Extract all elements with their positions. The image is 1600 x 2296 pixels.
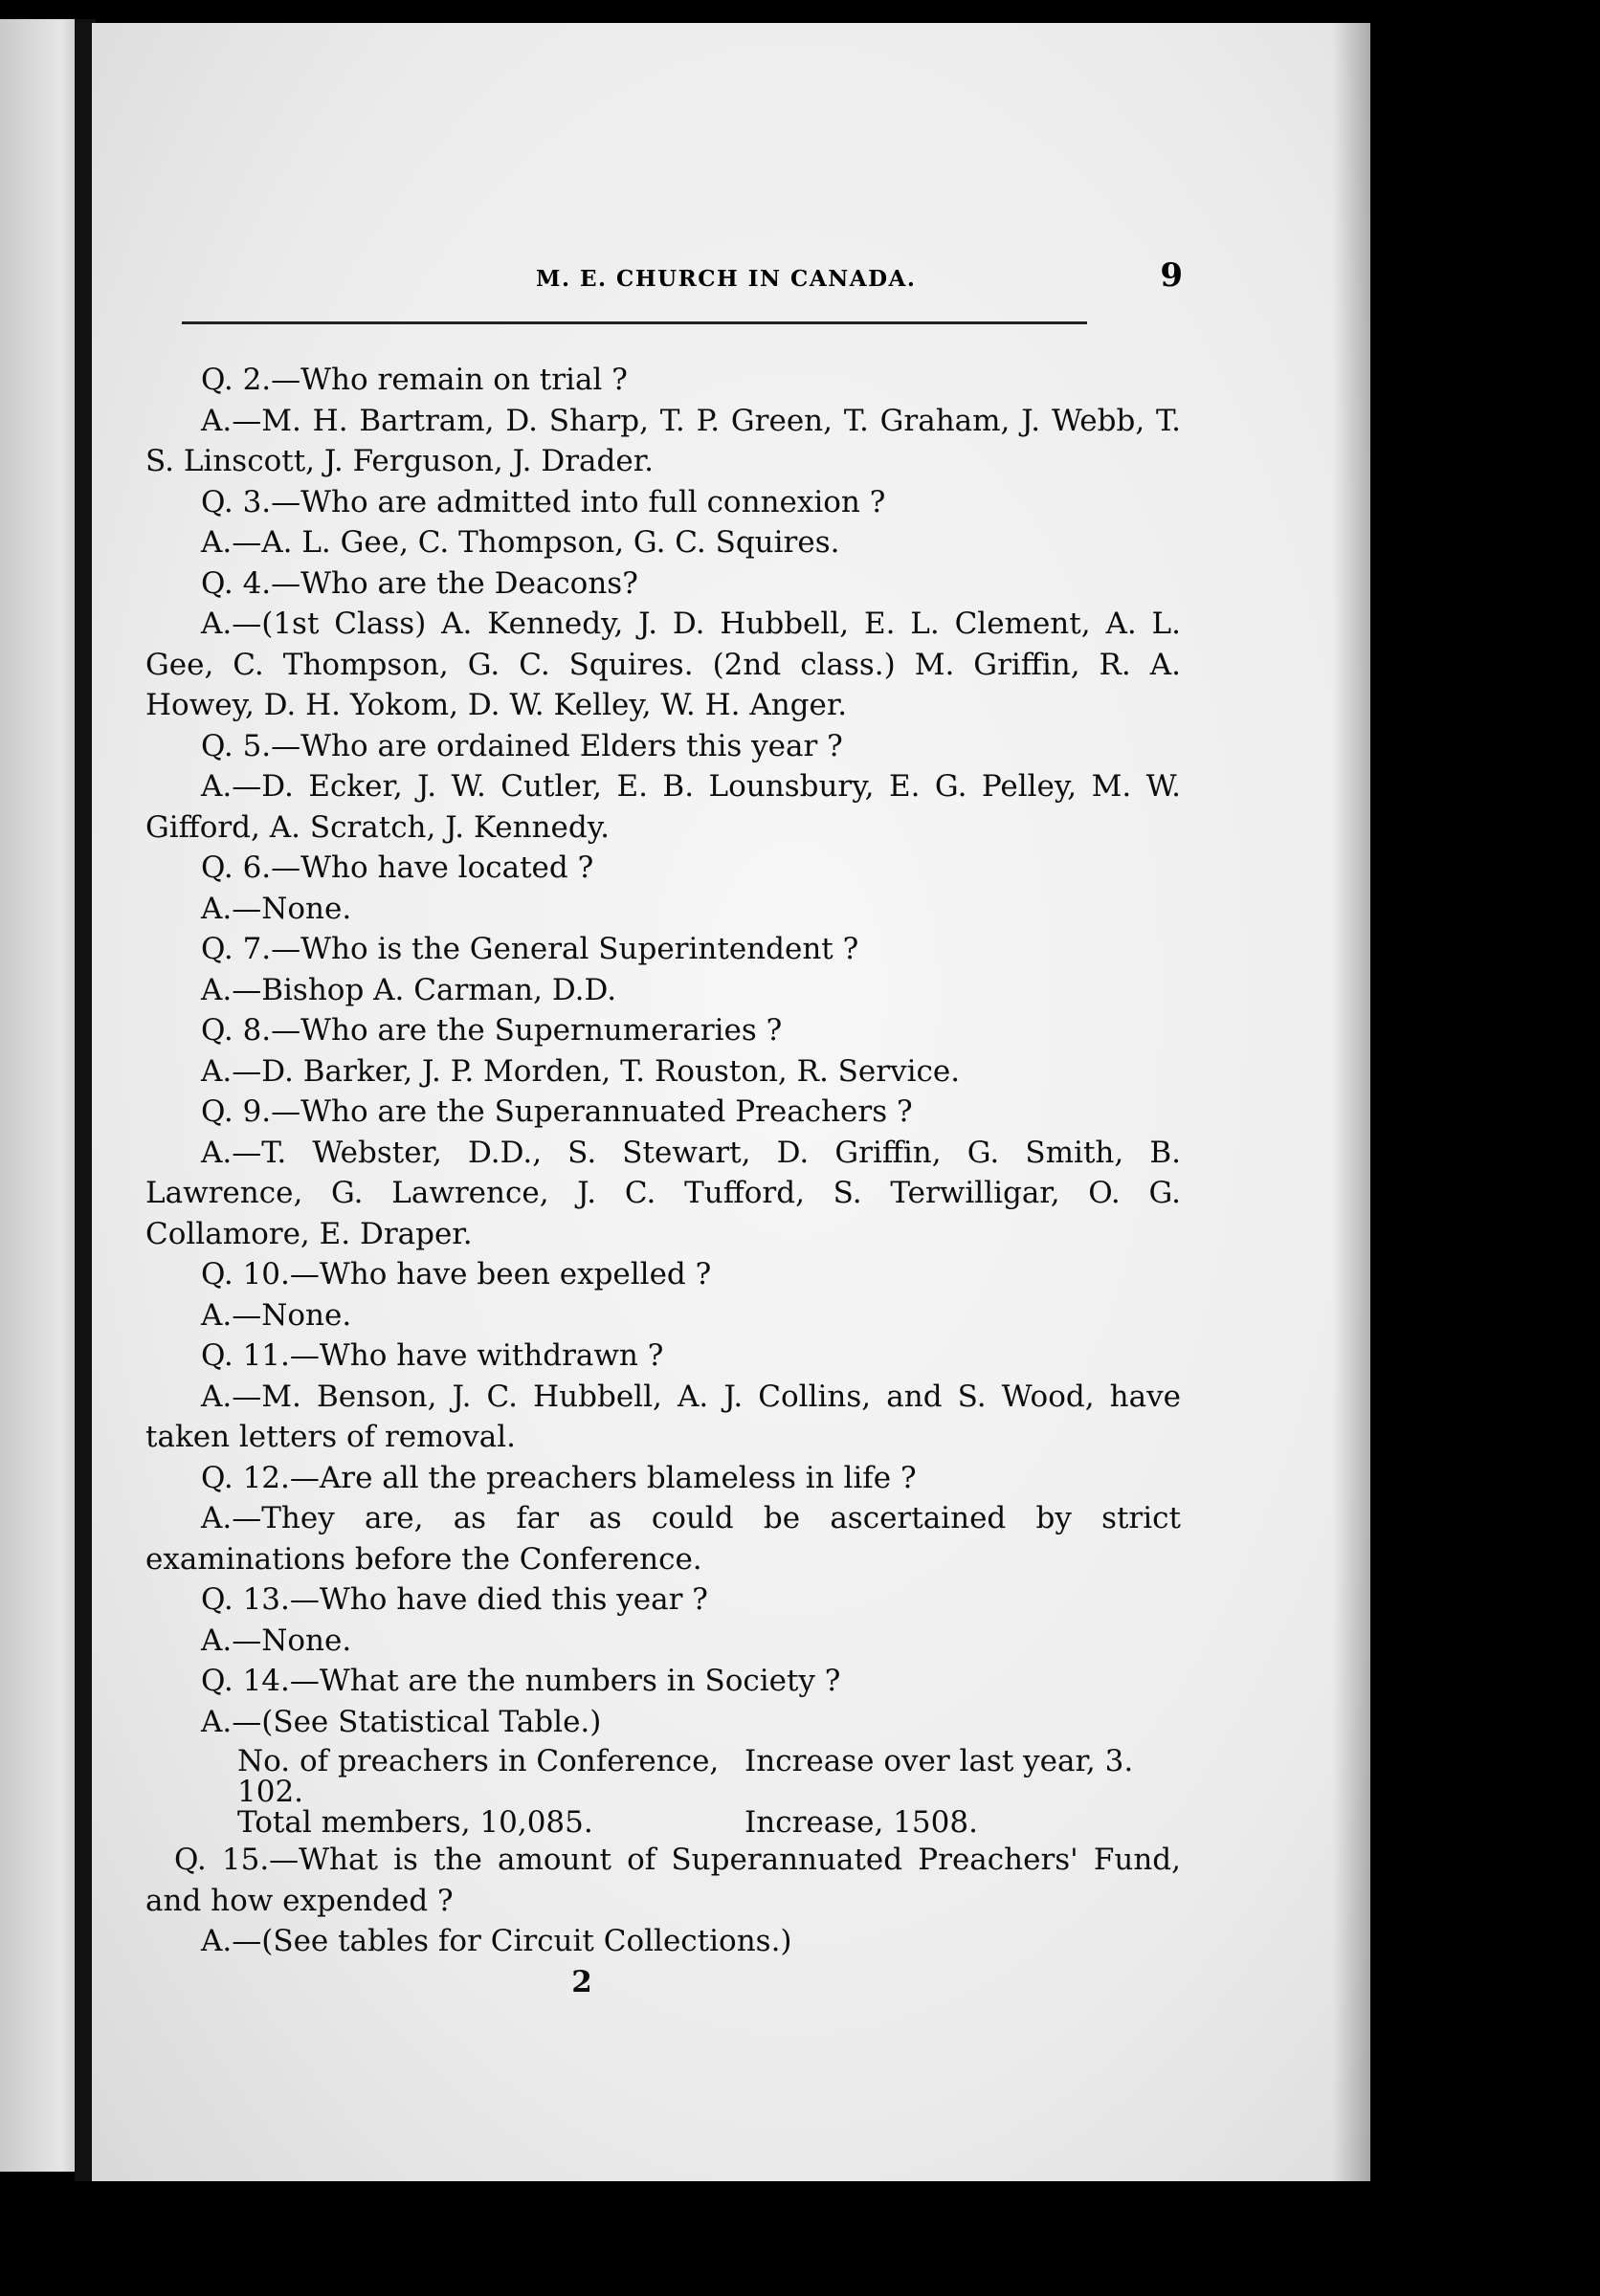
answer-9: A.—T. Webster, D.D., S. Stewart, D. Griffin, G. Smith, B. Lawrence, G. Lawrence, J. C. Tufford, S. Terwilligar, O. G. Collamore, E. Draper.: [145, 1135, 1181, 1251]
question-15: Q. 15.—What is the amount of Superannuated Preachers' Fund, and how expended ?: [145, 1843, 1181, 1918]
question-6: Q. 6.—Who have located ?: [201, 850, 594, 885]
question-10: Q. 10.—Who have been expelled ?: [201, 1257, 712, 1292]
header-rule: [182, 321, 1087, 324]
page-edge-shadow: [1332, 23, 1370, 2181]
answer-14: A.—(See Statistical Table.): [201, 1704, 602, 1739]
answer-11: A.—M. Benson, J. C. Hubbell, A. J. Collins, and S. Wood, have taken letters of removal.: [145, 1379, 1181, 1454]
question-3: Q. 3.—Who are admitted into full connexion ?: [201, 484, 886, 519]
society-statistics: [145, 1746, 1181, 1838]
answer-2: A.—M. H. Bartram, D. Sharp, T. P. Green, T. Graham, J. Webb, T. S. Linscott, J. Ferguson, J. Drader.: [145, 403, 1181, 478]
question-2: Q. 2.—Who remain on trial ?: [201, 363, 628, 397]
stat-members-increase: Increase, 1508.: [744, 1805, 978, 1840]
question-14: Q. 14.—What are the numbers in Society ?: [201, 1664, 841, 1698]
question-4: Q. 4.—Who are the Deacons?: [201, 565, 638, 601]
page-body: [145, 360, 1181, 2002]
answer-8: A.—D. Barker, J. P. Morden, T. Rouston, R. Service.: [201, 1053, 961, 1089]
signature-mark: 2: [571, 1964, 592, 1999]
stat-members: Total members, 10,085.: [237, 1805, 593, 1840]
answer-3: A.—A. L. Gee, C. Thompson, G. C. Squires.: [201, 525, 840, 560]
answer-15: A.—(See tables for Circuit Collections.): [201, 1924, 792, 1958]
answer-12: A.—They are, as far as could be ascertained by strict examinations before the Conference.: [145, 1501, 1181, 1577]
answer-7: A.—Bishop A. Carman, D.D.: [201, 972, 617, 1007]
answer-13: A.—None.: [201, 1623, 352, 1658]
question-9: Q. 9.—Who are the Superannuated Preachers ?: [201, 1094, 913, 1129]
stat-preachers-increase: Increase over last year, 3.: [744, 1744, 1134, 1778]
page-number: 9: [1160, 256, 1183, 295]
question-12: Q. 12.—Are all the preachers blameless in life ?: [201, 1460, 917, 1495]
question-5: Q. 5.—Who are ordained Elders this year ?: [201, 728, 843, 763]
running-head: M. E. CHURCH IN CANADA.: [536, 266, 917, 292]
question-11: Q. 11.—Who have withdrawn ?: [201, 1338, 664, 1373]
question-13: Q. 13.—Who have died this year ?: [201, 1582, 708, 1617]
answer-4: A.—(1st Class) A. Kennedy, J. D. Hubbell, E. L. Clement, A. L. Gee, C. Thompson, G. C. Squires. (2nd class.) M. Griffin, R. A. Howey, D. H. Yokom, D. W. Kelley, W. H. Anger.: [145, 607, 1181, 722]
question-7: Q. 7.—Who is the General Superintendent ?: [201, 932, 859, 966]
answer-10: A.—None.: [201, 1297, 352, 1333]
page-header: [182, 253, 1187, 300]
stat-preachers: No. of preachers in Conference, 102.: [237, 1744, 720, 1809]
answer-6: A.—None.: [201, 891, 352, 926]
question-8: Q. 8.—Who are the Supernumeraries ?: [201, 1013, 783, 1048]
answer-5: A.—D. Ecker, J. W. Cutler, E. B. Lounsbury, E. G. Pelley, M. W. Gifford, A. Scratch, J. Kennedy.: [145, 769, 1181, 845]
